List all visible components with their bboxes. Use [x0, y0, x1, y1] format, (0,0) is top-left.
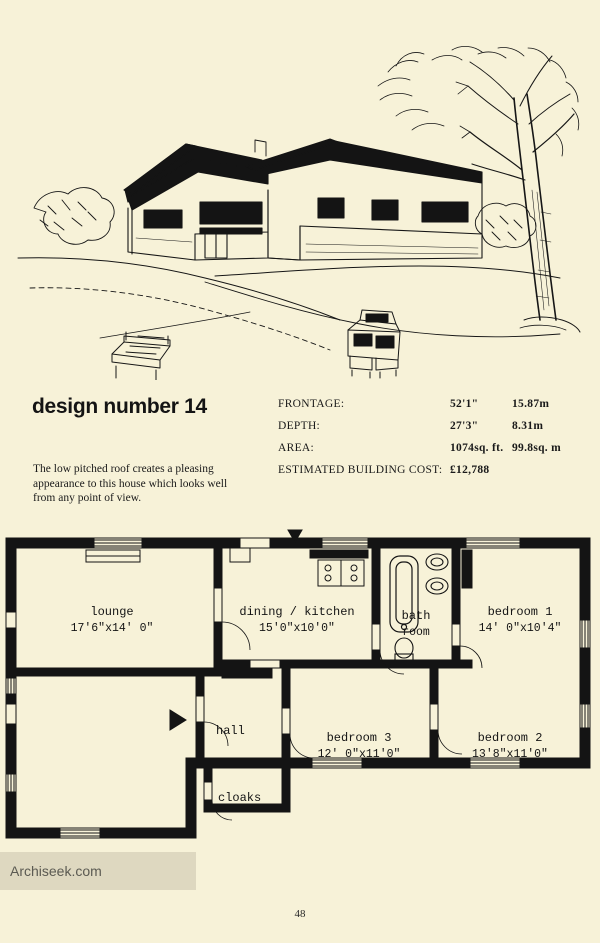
- floor-plan-drawing: [0, 528, 600, 848]
- room-label-bath-room: bath room: [401, 609, 431, 640]
- spec-imperial-frontage: 52'1": [450, 398, 479, 410]
- spec-metric-frontage: 15.87m: [512, 398, 550, 410]
- room-label-lounge: lounge 17'6"x14' 0": [70, 605, 154, 636]
- spec-label-area: AREA:: [278, 442, 314, 454]
- watermark-bar: [0, 852, 196, 890]
- room-label-bedroom-3: bedroom 3 12' 0"x11'0": [317, 731, 401, 762]
- spec-row-area: [278, 442, 578, 454]
- spec-metric-depth: 8.31m: [512, 420, 544, 432]
- page-number: 48: [294, 908, 306, 920]
- spec-row-depth: [278, 420, 578, 432]
- spec-value-cost: £12,788: [450, 464, 490, 476]
- spec-label-frontage: FRONTAGE:: [278, 398, 345, 410]
- house-perspective-illustration: [0, 20, 600, 380]
- spec-imperial-area: 1074sq. ft.: [450, 442, 504, 454]
- spec-metric-area: 99.8sq. m: [512, 442, 562, 454]
- spec-imperial-depth: 27'3": [450, 420, 479, 432]
- specifications-table: [278, 398, 578, 486]
- room-label-bedroom-2: bedroom 2 13'8"x11'0": [472, 731, 548, 762]
- design-title: design number 14: [32, 395, 207, 418]
- room-label-cloaks: cloaks: [218, 791, 262, 805]
- spec-row-cost: [278, 464, 578, 476]
- room-label-hall: hall: [216, 724, 245, 738]
- room-label-bedroom-1: bedroom 1 14' 0"x10'4": [478, 605, 562, 636]
- spec-label-depth: DEPTH:: [278, 420, 321, 432]
- spec-row-frontage: [278, 398, 578, 410]
- watermark-text: Archiseek.com: [10, 863, 102, 879]
- spec-label-cost: ESTIMATED BUILDING COST:: [278, 464, 443, 476]
- room-label-dining-kitchen: dining / kitchen 15'0"x10'0": [239, 605, 355, 636]
- design-description: The low pitched roof creates a pleasing appearance to this house which looks well from any point of view.: [33, 463, 228, 505]
